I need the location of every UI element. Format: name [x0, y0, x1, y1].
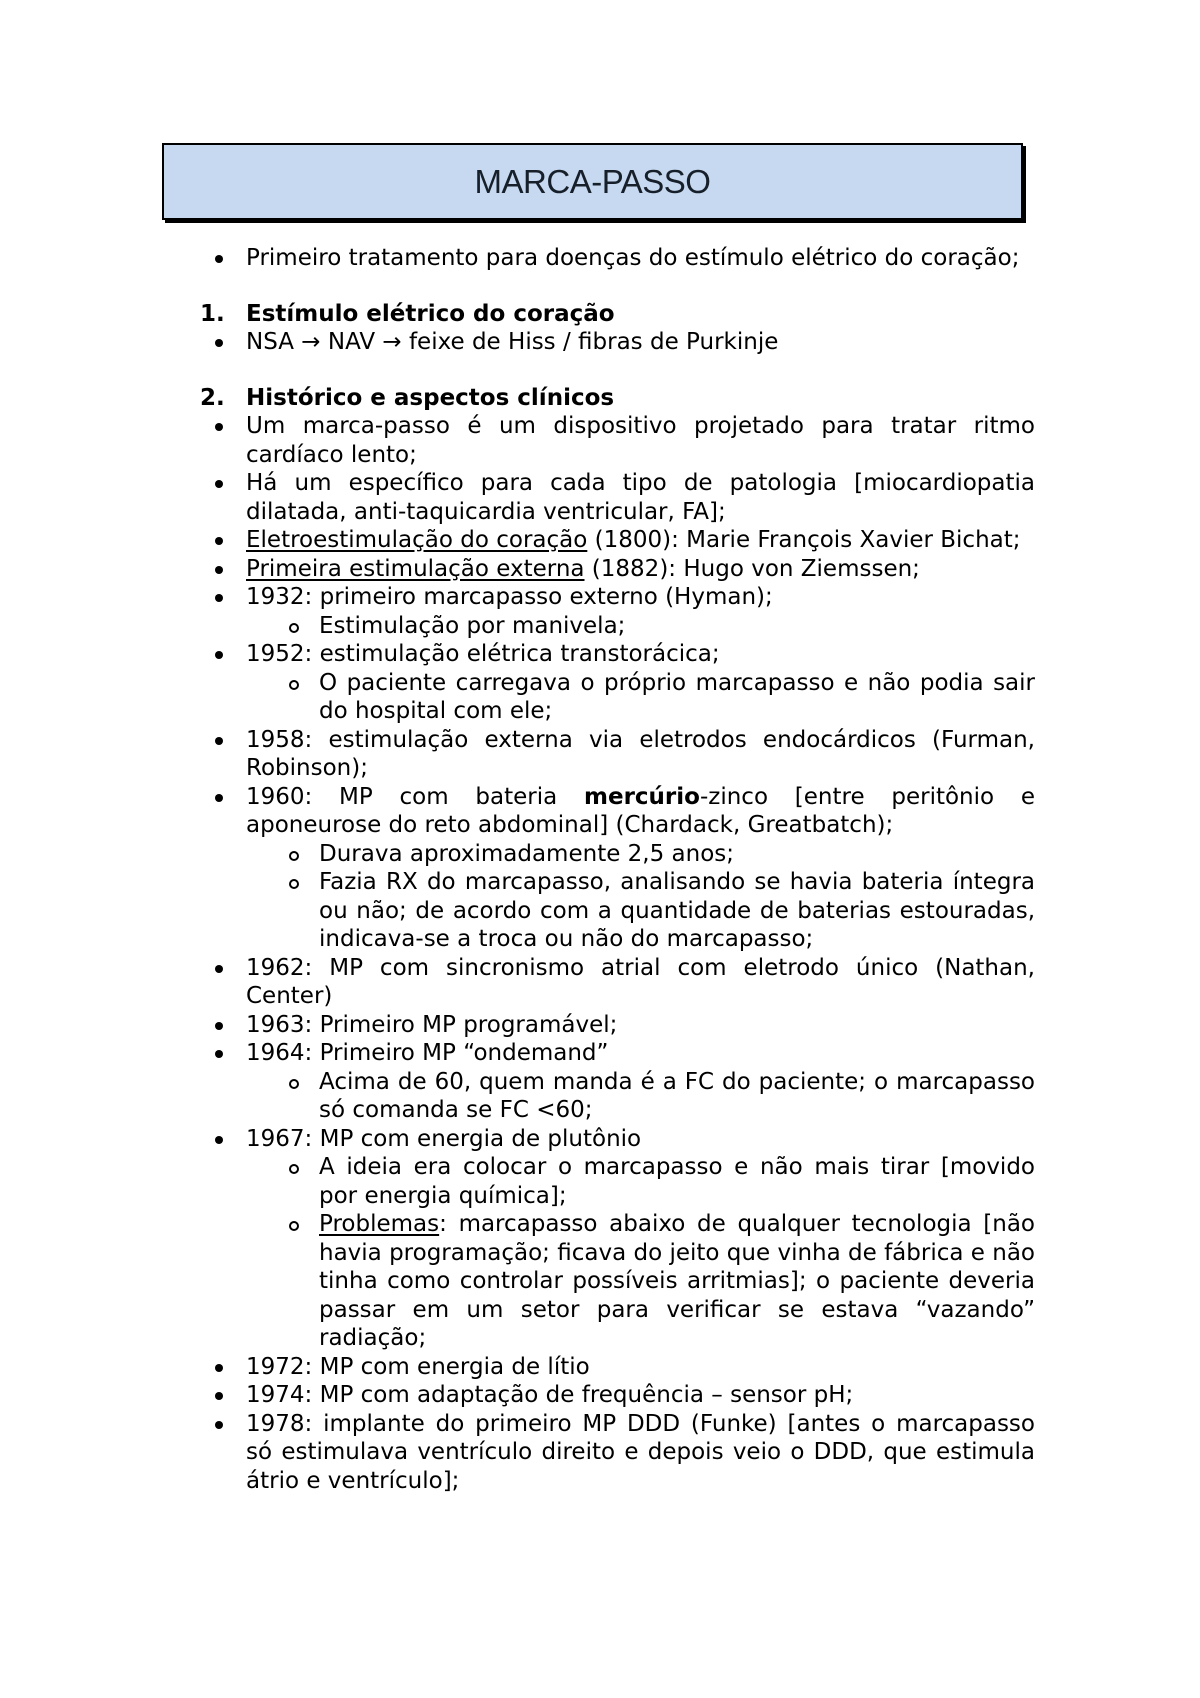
circle-bullet-icon — [289, 1221, 299, 1231]
bullet-icon — [215, 651, 223, 659]
circle-bullet-icon — [289, 851, 299, 861]
bullet-icon — [215, 1392, 223, 1400]
title-box — [162, 143, 1023, 220]
section-number: 1. — [200, 300, 225, 327]
list-item: 1963: Primeiro MP programável; — [203, 1011, 1035, 1040]
bullet-icon — [215, 1050, 223, 1058]
sub-list-item: O paciente carregava o próprio marcapasso e não podia sair do hospital com ele; — [276, 669, 1035, 726]
bullet-icon — [215, 1421, 223, 1429]
sub-list-item: Durava aproximadamente 2,5 anos; — [276, 840, 1035, 869]
bullet-icon — [215, 423, 223, 431]
bullet-icon — [215, 737, 223, 745]
bullet-icon — [215, 480, 223, 488]
bullet-icon — [215, 794, 223, 802]
sub-list-item: Problemas: marcapasso abaixo de qualquer tecnologia [não havia programação; ficava do jeito que vinha de fábrica e não tinha como controlar possíveis arritmias]; o paciente deveria passar em um setor para verificar se estava “vazando” radiação; — [276, 1210, 1035, 1353]
circle-bullet-icon — [289, 680, 299, 690]
list-item: Primeiro tratamento para doenças do estímulo elétrico do coração; — [203, 244, 1035, 273]
list-item: 1952: estimulação elétrica transtorácica; — [203, 640, 1035, 669]
circle-bullet-icon — [289, 879, 299, 889]
bullet-icon — [215, 965, 223, 973]
bullet-icon — [215, 1364, 223, 1372]
list-item: 1972: MP com energia de lítio — [203, 1353, 1035, 1382]
circle-bullet-icon — [289, 1079, 299, 1089]
list-item: Primeira estimulação externa (1882): Hugo von Ziemssen; — [203, 555, 1035, 584]
sub-list-item: A ideia era colocar o marcapasso e não mais tirar [movido por energia química]; — [276, 1153, 1035, 1210]
list-item: Eletroestimulação do coração (1800): Marie François Xavier Bichat; — [203, 526, 1035, 555]
list-item: Há um específico para cada tipo de patologia [miocardiopatia dilatada, anti-taquicardia ventricular, FA]; — [203, 469, 1035, 526]
section-heading: 2. Histórico e aspectos clínicos — [200, 384, 615, 411]
list-item: 1964: Primeiro MP “ondemand” — [203, 1039, 1035, 1068]
sub-list-item: Acima de 60, quem manda é a FC do paciente; o marcapasso só comanda se FC <60; — [276, 1068, 1035, 1125]
bullet-icon — [215, 255, 223, 263]
list-item: 1962: MP com sincronismo atrial com eletrodo único (Nathan, Center) — [203, 954, 1035, 1011]
circle-bullet-icon — [289, 1164, 299, 1174]
list-item: Um marca-passo é um dispositivo projetado para tratar ritmo cardíaco lento; — [203, 412, 1035, 469]
list-item: 1974: MP com adaptação de frequência – sensor pH; — [203, 1381, 1035, 1410]
list-item: 1932: primeiro marcapasso externo (Hyman); — [203, 583, 1035, 612]
bullet-icon — [215, 537, 223, 545]
bullet-icon — [215, 1136, 223, 1144]
page-title: MARCA-PASSO — [474, 162, 711, 200]
circle-bullet-icon — [289, 623, 299, 633]
list-item: 1960: MP com bateria mercúrio-zinco [entre peritônio e aponeurose do reto abdominal] (Chardack, Greatbatch); — [203, 783, 1035, 840]
bullet-icon — [215, 566, 223, 574]
list-item: 1958: estimulação externa via eletrodos endocárdicos (Furman, Robinson); — [203, 726, 1035, 783]
list-item: 1967: MP com energia de plutônio — [203, 1125, 1035, 1154]
sub-list-item: Fazia RX do marcapasso, analisando se havia bateria íntegra ou não; de acordo com a quantidade de baterias estouradas, indicava-se a troca ou não do marcapasso; — [276, 868, 1035, 954]
section-heading: 1. Estímulo elétrico do coração — [200, 300, 615, 327]
sub-list-item: Estimulação por manivela; — [276, 612, 1035, 641]
list-item: NSA → NAV → feixe de Hiss / fibras de Purkinje — [203, 328, 1035, 357]
bullet-icon — [215, 594, 223, 602]
bullet-icon — [215, 339, 223, 347]
bullet-icon — [215, 1022, 223, 1030]
section-number: 2. — [200, 384, 225, 411]
list-item: 1978: implante do primeiro MP DDD (Funke) [antes o marcapasso só estimulava ventrículo direito e depois veio o DDD, que estimula átrio e ventrículo]; — [203, 1410, 1035, 1496]
document-body — [200, 244, 1036, 1495]
